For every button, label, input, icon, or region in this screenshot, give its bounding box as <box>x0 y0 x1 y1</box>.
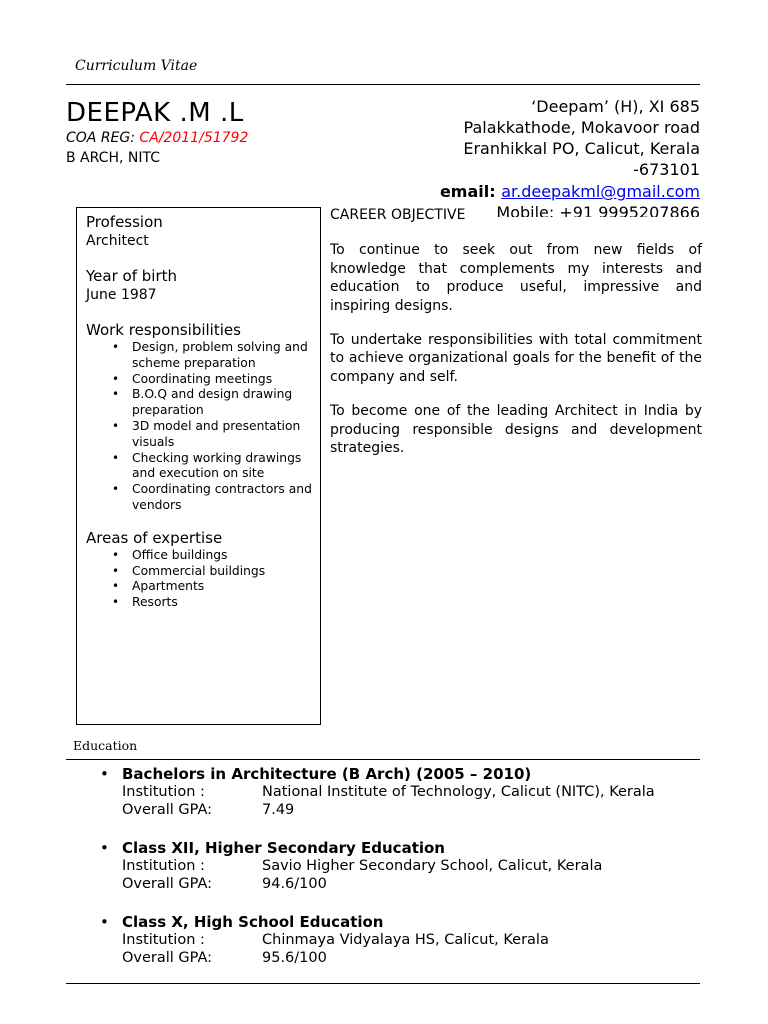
institution-row <box>122 932 549 948</box>
education-heading: Bachelors in Architecture (B Arch) (2005 – 2010) <box>122 765 532 783</box>
list-item: • Coordinating contractors and vendors <box>86 482 318 514</box>
gpa-value: 95.6/100 <box>262 950 327 966</box>
career-objective <box>330 206 702 473</box>
coa-number: CA/2011/51792 <box>139 130 249 146</box>
list-item: • Design, problem solving and scheme preparation <box>86 340 318 372</box>
gpa-row <box>122 802 295 818</box>
footer-divider <box>66 983 700 984</box>
mobile-line: Mobile: +91 9995207866 <box>496 203 700 217</box>
coa-registration <box>66 130 248 146</box>
profession-value: Architect <box>86 233 149 249</box>
coa-label: COA REG: <box>66 130 135 146</box>
gpa-label: Overall GPA: <box>122 950 213 966</box>
list-item: • Apartments <box>86 579 318 595</box>
institution-value: National Institute of Technology, Calicut (NITC), Kerala <box>262 784 655 800</box>
institution-value: Chinmaya Vidyalaya HS, Calicut, Kerala <box>262 932 549 948</box>
bullet: • <box>100 839 109 857</box>
list-item: • Resorts <box>86 595 318 611</box>
header-divider <box>66 84 700 85</box>
institution-row <box>122 784 655 800</box>
work-label: Work responsibilities <box>86 321 241 339</box>
email-label: email: <box>439 182 496 201</box>
list-item: • 3D model and presentation visuals <box>86 419 318 451</box>
institution-value: Savio Higher Secondary School, Calicut, Kerala <box>262 858 603 874</box>
expertise-label: Areas of expertise <box>86 528 223 547</box>
list-item: • Commercial buildings <box>86 564 318 580</box>
gpa-label: Overall GPA: <box>122 876 213 892</box>
gpa-value: 94.6/100 <box>262 876 327 892</box>
email-line <box>440 181 700 202</box>
address-line: ‘Deepam’ (H), XI 685 <box>531 97 700 116</box>
objective-title: CAREER OBJECTIVE <box>330 207 466 223</box>
education-heading: Class XII, Higher Secondary Education <box>122 839 445 857</box>
gpa-row <box>122 876 327 892</box>
institution-label: Institution : <box>122 858 205 874</box>
gpa-label: Overall GPA: <box>122 802 213 818</box>
list-item: • Coordinating meetings <box>86 372 318 388</box>
work-list <box>86 340 318 514</box>
institution-label: Institution : <box>122 932 205 948</box>
address-line: Palakkathode, Mokavoor road <box>463 118 700 137</box>
profession-label: Profession <box>86 213 163 231</box>
profile-sidebar <box>76 207 321 725</box>
address-line: Eranhikkal PO, Calicut, Kerala <box>463 139 700 158</box>
document-title: Curriculum Vitae <box>75 58 198 74</box>
email-link[interactable]: ar.deepakml@gmail.com <box>501 182 700 201</box>
expertise-list <box>86 548 318 611</box>
list-item: • B.O.Q and design drawing preparation <box>86 387 318 419</box>
address-line: -673101 <box>633 160 700 179</box>
candidate-name: DEEPAK .M .L <box>66 98 244 128</box>
education-divider <box>66 759 700 760</box>
institution-label: Institution : <box>122 784 205 800</box>
bullet: • <box>100 765 109 783</box>
education-title: Education <box>73 738 138 753</box>
gpa-value: 7.49 <box>262 802 295 818</box>
education-heading: Class X, High School Education <box>122 913 384 931</box>
address-block <box>463 96 700 180</box>
institution-row <box>122 858 603 874</box>
degree: B ARCH, NITC <box>66 150 160 166</box>
list-item: • Checking working drawings and execution on site <box>86 451 318 483</box>
list-item: • Office buildings <box>86 548 318 564</box>
gpa-row <box>122 950 327 966</box>
objective-paragraph: To continue to seek out from new fields of knowledge that complements my interests and education to produce useful, impressive and inspiring designs. <box>330 242 702 314</box>
bullet: • <box>100 913 109 931</box>
objective-paragraph: To become one of the leading Architect in India by producing responsible designs and development strategies. <box>330 403 702 457</box>
objective-paragraph: To undertake responsibilities with total commitment to achieve organizational goals for the benefit of the company and self. <box>330 332 702 385</box>
birth-value: June 1987 <box>86 287 157 303</box>
birth-label: Year of birth <box>86 267 177 285</box>
